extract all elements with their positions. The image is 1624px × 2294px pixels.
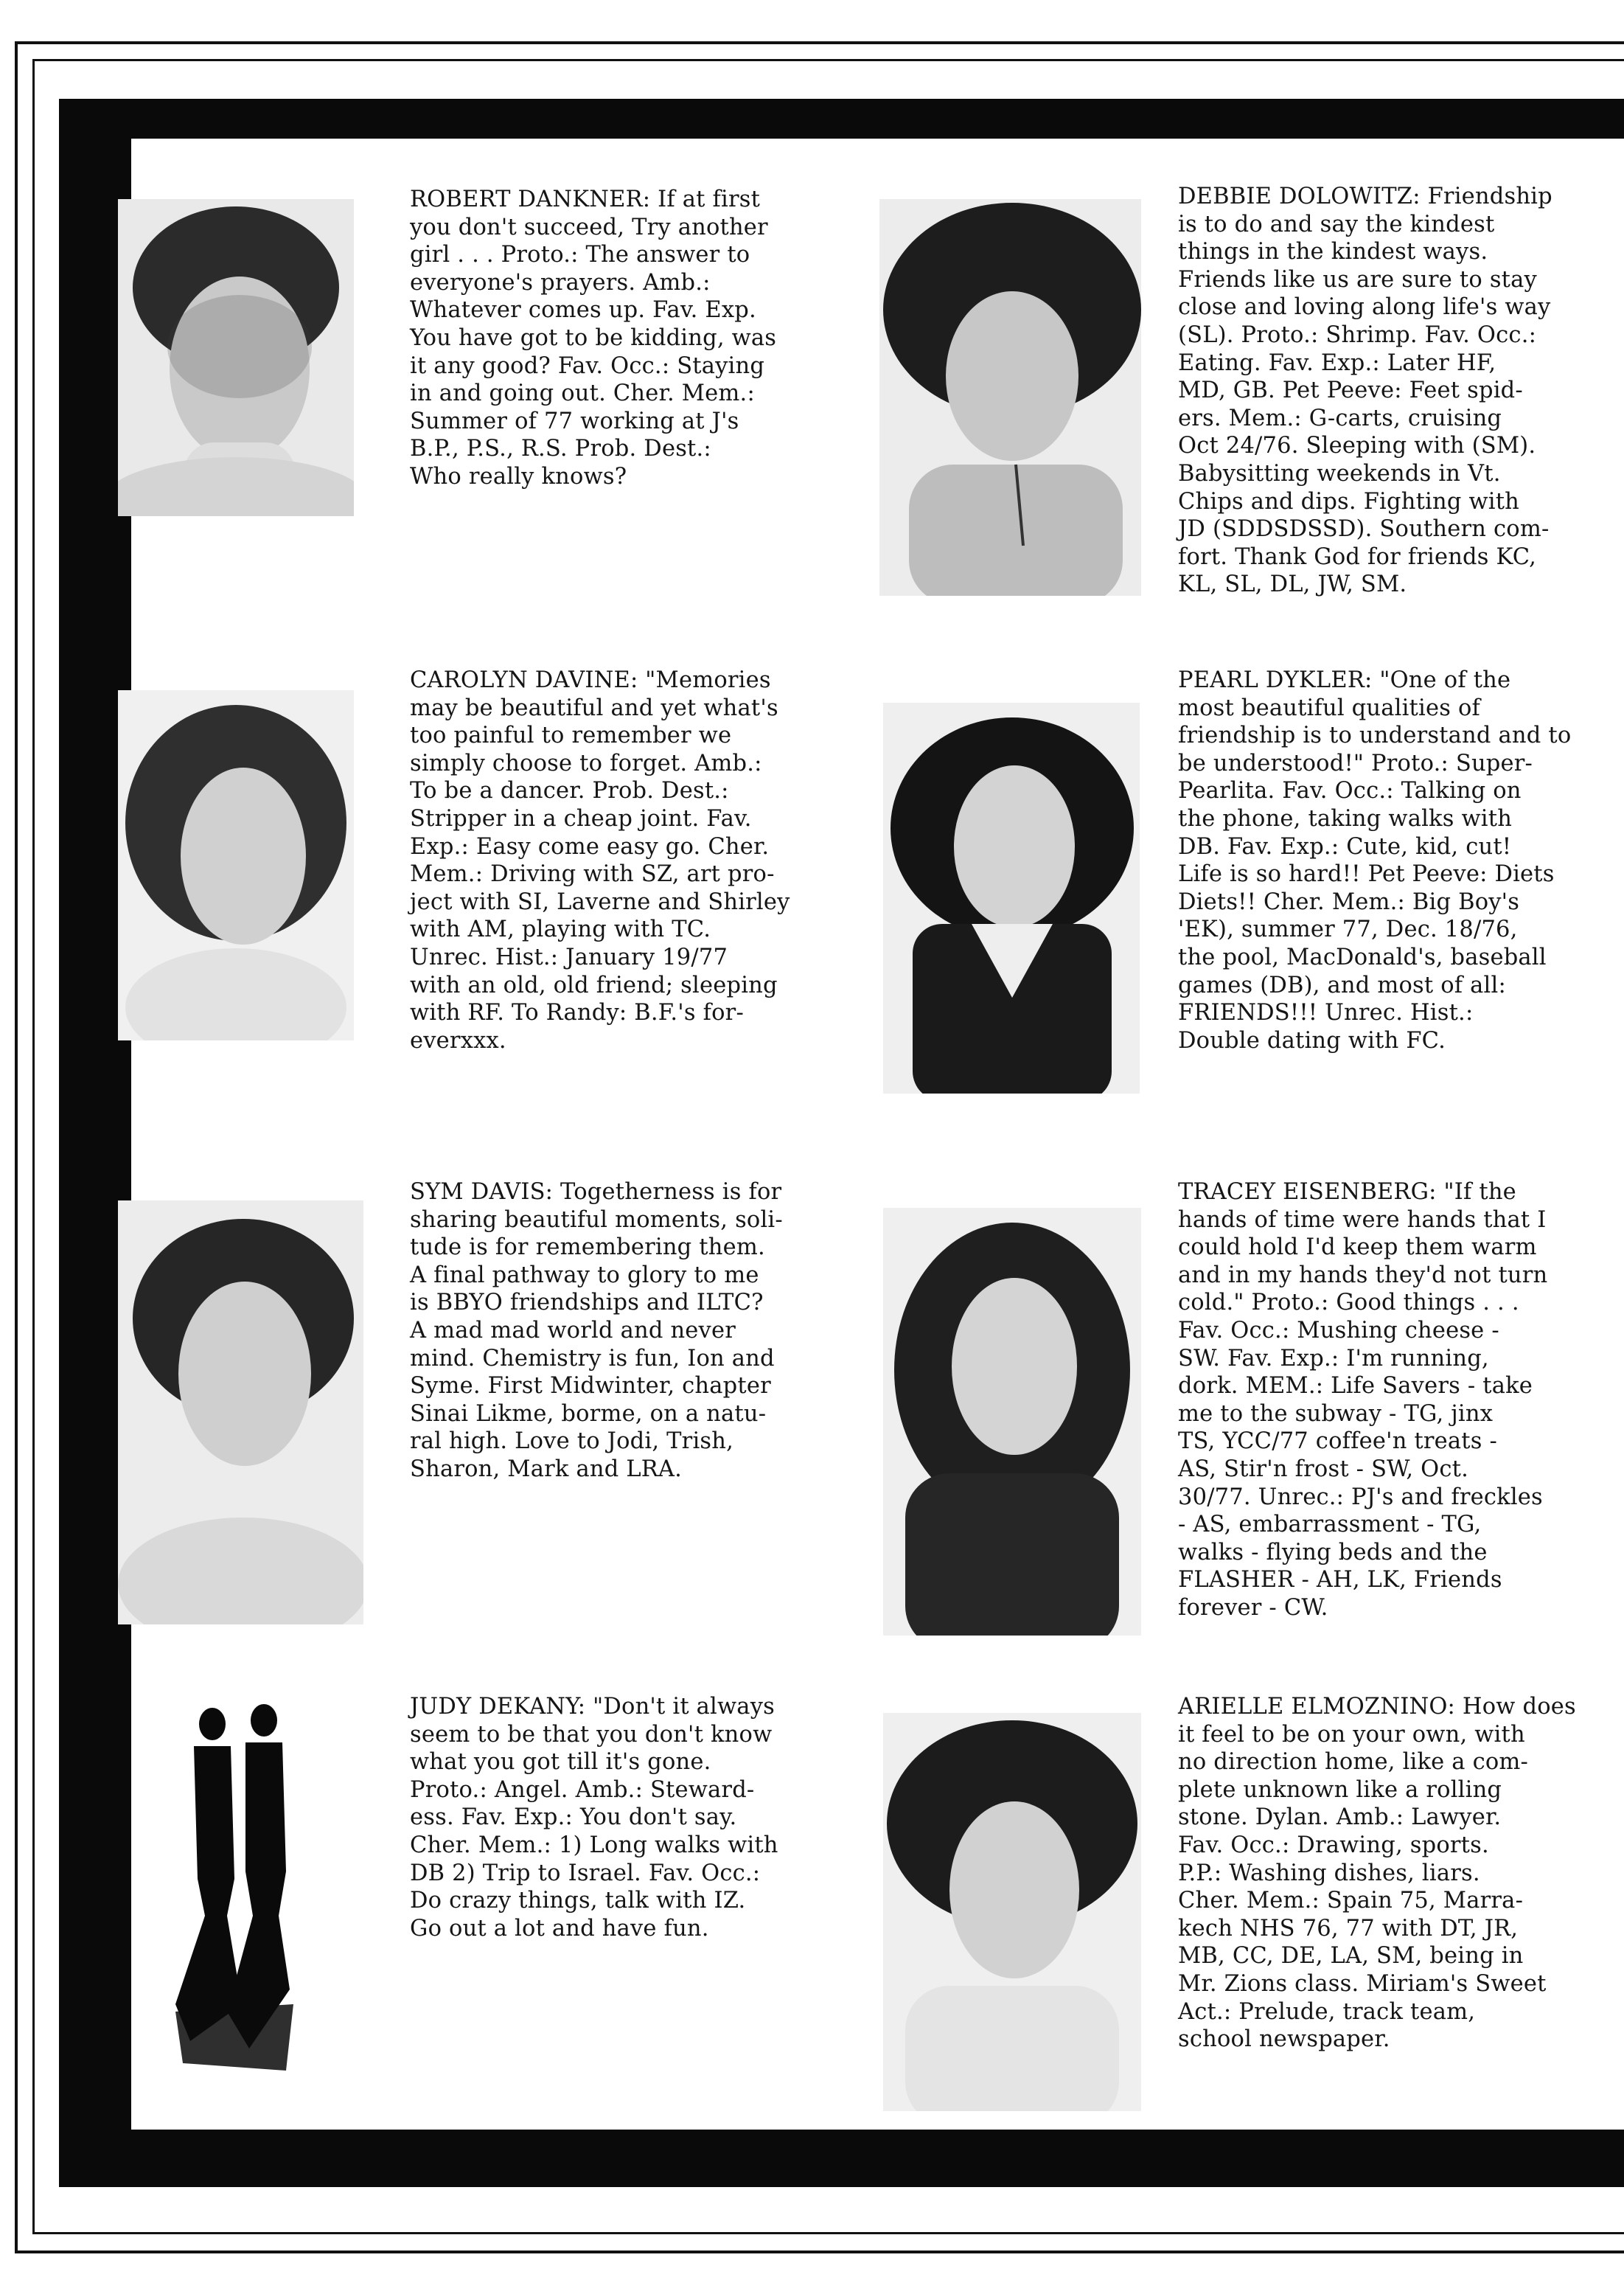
bio-debbie-dolowitz: DEBBIE DOLOWITZ: Friendship is to do and say the kindest things in the kindest ways. Friends like us are sure to stay close and loving along life's way (SL). Proto.: Shrimp. Fav. Occ.: Eating. Fav. Exp.: Later HF, MD, GB. Pet Peeve: Feet spid- ers. Mem.: G-carts, cruising Oct 24/76. Sleeping with (SM). Babysitting weekends in Vt. Chips and dips. Fighting with JD (SDDSDSSD). Southern com- fort. Thank God for friends KC, KL, SL, DL, JW, SM. [1178,184,1552,598]
bio-tracey-eisenberg: TRACEY EISENBERG: "If the hands of time were hands that I could hold I'd keep them warm and in my hands they'd not turn cold." Proto.: Good things . . . Fav. Occ.: Mushing cheese - SW. Fav. Exp.: I'm running, dork. MEM.: Life Savers - take me to the subway - TG, jinx TS, YCC/77 coffee'n treats - AS, Stir'n frost - SW, Oct. 30/77. Unrec.: PJ's and freckles - AS, embarrassment - TG, walks - flying beds and the FLASHER - AH, LK, Friends forever - CW. [1178,1179,1548,1621]
portrait-photo-pearl-dykler [883,703,1140,1094]
portrait-photo-carolyn-davine [118,690,354,1040]
portrait-photo-arielle-elmoznino [883,1713,1141,2111]
bio-robert-dankner: ROBERT DANKNER: If at first you don't succeed, Try another girl . . . Proto.: The answer to everyone's prayers. Amb.: Whatever comes up. Fav. Exp. You have got to be kidding, was it any good? Fav. Occ.: Staying in and going out. Cher. Mem.: Summer of 77 working at J's B.P., P.S., R.S. Prob. Dest.: Who really knows? [410,187,777,490]
portrait-photo-debbie-dolowitz [879,199,1141,596]
yearbook-page [131,139,1624,2130]
bio-sym-davis: SYM DAVIS: Togetherness is for sharing beautiful moments, soli- tude is for remembering them. A final pathway to glory to me is BBYO friendships and ILTC? A mad mad world and never mind. Chemistry is fun, Ion and Syme. First Midwinter, chapter Sinai Likme, borme, on a natu- ral high. Love to Jodi, Trish, Sharon, Mark and LRA. [410,1179,783,1482]
bio-judy-dekany: JUDY DEKANY: "Don't it always seem to be that you don't know what you got till it's gone. Proto.: Angel. Amb.: Steward- ess. Fav. Exp.: You don't say. Cher. Mem.: 1) Long walks with DB 2) Trip to Israel. Fav. Occ.: Do crazy things, talk with IZ. Go out a lot and have fun. [410,1694,778,1942]
bio-pearl-dykler: PEARL DYKLER: "One of the most beautiful qualities of friendship is to understand and to be understood!" Proto.: Super- Pearlita. Fav. Occ.: Talking on the phone, taking walks with DB. Fav. Exp.: Cute, kid, cut! Life is so hard!! Pet Peeve: Diets Diets!! Cher. Mem.: Big Boy's 'EK), summer 77, Dec. 18/76, the pool, MacDonald's, baseball games (DB), and most of all: FRIENDS!!! Unrec. Hist.: Double dating with FC. [1178,667,1572,1054]
silhouette-art-judy-dekany [161,1695,323,2078]
portrait-photo-tracey-eisenberg [883,1208,1141,1636]
bio-arielle-elmoznino: ARIELLE ELMOZNINO: How does it feel to be on your own, with no direction home, like a com- plete unknown like a rolling stone. Dylan. Amb.: Lawyer. Fav. Occ.: Drawing, sports. P.P.: Washing dishes, liars. Cher. Mem.: Spain 75, Marra- kech NHS 76, 77 with DT, JR, MB, CC, DE, LA, SM, being in Mr. Zions class. Miriam's Sweet Act.: Prelude, track team, school newspaper. [1178,1694,1576,2053]
portrait-photo-sym-davis [118,1200,363,1624]
bio-carolyn-davine: CAROLYN DAVINE: "Memories may be beautiful and yet what's too painful to remember we simply choose to forget. Amb.: To be a dancer. Prob. Dest.: Stripper in a cheap joint. Fav. Exp.: Easy come easy go. Cher. Mem.: Driving with SZ, art pro- ject with SI, Laverne and Shirley with AM, playing with TC. Unrec. Hist.: January 19/77 with an old, old friend; sleeping with RF. To Randy: B.F.'s for- everxxx. [410,667,790,1054]
portrait-photo-robert-dankner [118,199,354,516]
